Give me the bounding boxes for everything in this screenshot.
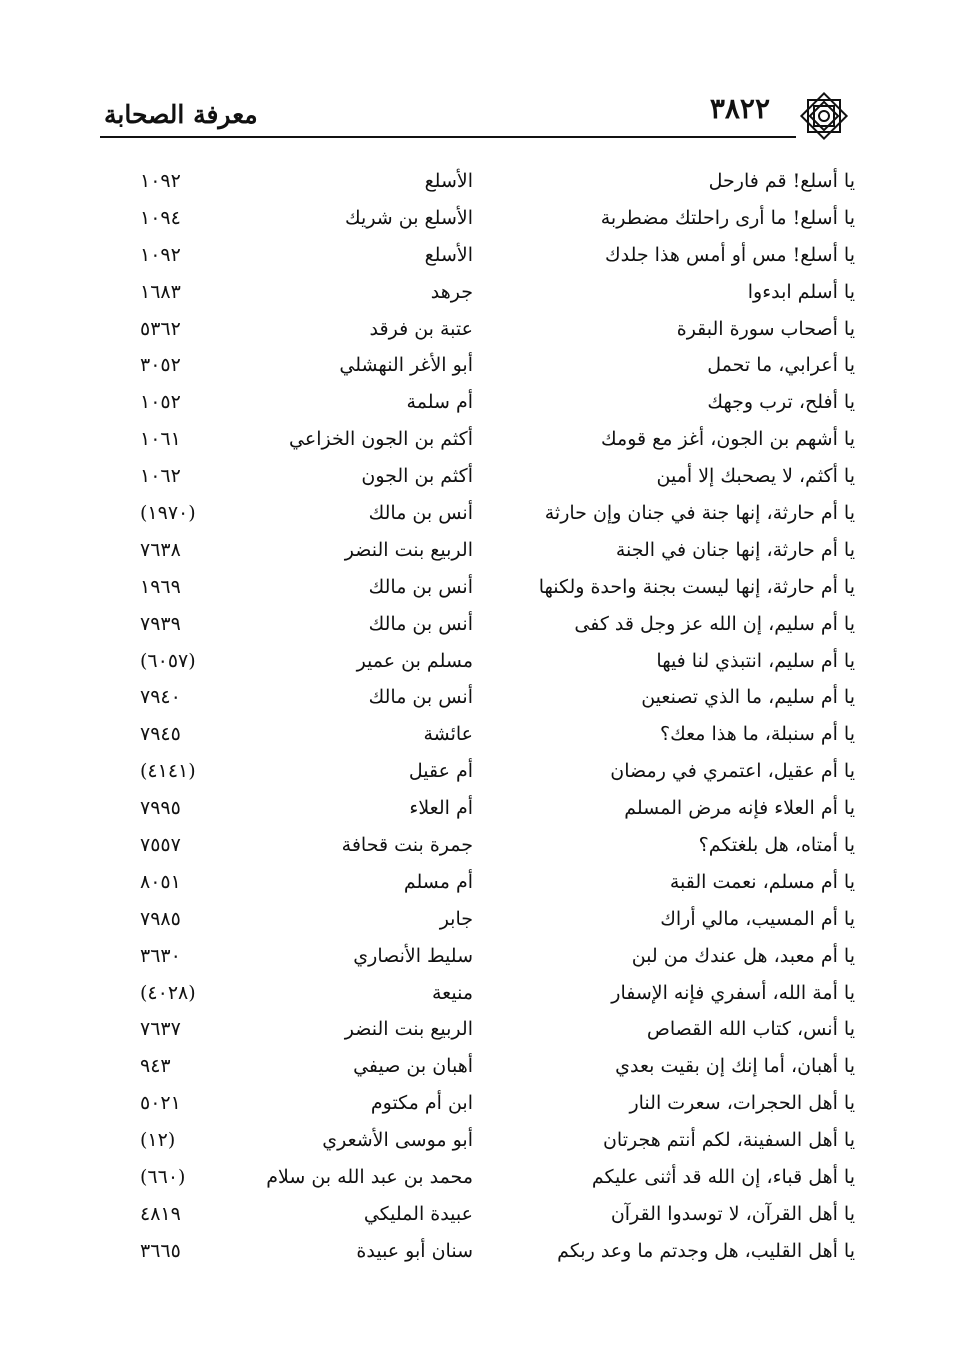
page-number: ٣٨٢٢ xyxy=(709,92,770,125)
hadith-phrase: يا أهل قباء، إن الله قد أثنى عليكم xyxy=(591,1166,855,1189)
index-entry xyxy=(100,906,855,943)
narrator-name: أم مسلم xyxy=(403,870,473,893)
narrator-name: أكثم بن الجون الخزاعي xyxy=(289,428,473,451)
reference-number: (٦٦٠) xyxy=(140,1166,186,1189)
index-entry xyxy=(100,316,855,353)
reference-number: ٧٩٣٩ xyxy=(140,612,181,635)
index-entry xyxy=(100,1201,855,1238)
index-entry xyxy=(100,389,855,426)
reference-number: (٤٠٢٨) xyxy=(140,981,196,1004)
narrator-name: أم سلمة xyxy=(406,391,473,414)
header-divider xyxy=(100,136,796,138)
index-entry xyxy=(100,1016,855,1053)
reference-number: ٩٤٣ xyxy=(140,1055,171,1078)
narrator-name: سليط الأنصاري xyxy=(353,944,473,967)
reference-number: (١٢) xyxy=(140,1129,176,1152)
hadith-phrase: يا أم حارثة، إنها جنان في الجنة xyxy=(615,538,855,561)
narrator-name: محمد بن عبد الله بن سلام xyxy=(266,1166,473,1189)
hadith-phrase: يا أسلع! قم فارحل xyxy=(708,170,855,192)
index-entry xyxy=(100,1090,855,1127)
hadith-phrase: يا أنس، كتاب الله القصاص xyxy=(646,1018,855,1041)
reference-number: ٧٩٤٥ xyxy=(140,723,181,746)
narrator-name: أبو الأغر النهشلي xyxy=(339,354,473,377)
index-entry xyxy=(100,1164,855,1201)
narrator-name: مسلم بن عمير xyxy=(356,649,473,672)
reference-number: ١٠٦١ xyxy=(140,428,181,451)
index-entry xyxy=(100,537,855,574)
index-entry xyxy=(100,611,855,648)
hadith-phrase: يا أم المسيب، مالي أراك xyxy=(660,907,855,930)
reference-number: ١٠٩٢ xyxy=(140,170,181,192)
reference-number: ٥٣٦٢ xyxy=(140,317,181,340)
index-list xyxy=(100,168,855,1275)
reference-number: ٧٦٣٧ xyxy=(140,1018,181,1041)
hadith-phrase: يا أشهم بن الجون، أغز مع قومك xyxy=(601,428,855,451)
narrator-name: أبو موسى الأشعري xyxy=(322,1129,473,1152)
reference-number: ٥٠٢١ xyxy=(140,1092,181,1115)
reference-number: ١٠٩٤ xyxy=(140,206,181,229)
narrator-name: عبيدة المليكي xyxy=(363,1202,473,1225)
hadith-phrase: يا أعرابي، ما تحمل xyxy=(707,354,855,377)
hadith-phrase: يا أم سليم، إن الله عز وجل قد كفى xyxy=(574,612,855,635)
hadith-phrase: يا أم سليم، انتبذي لنا فيها xyxy=(656,649,855,672)
narrator-name: سنان أبو عبيدة xyxy=(356,1239,473,1262)
reference-number: (١٩٧٠) xyxy=(140,502,196,525)
hadith-phrase: يا أهل السفينة، لكم أنتم هجرتان xyxy=(602,1129,855,1152)
reference-number: ٤٨١٩ xyxy=(140,1202,181,1225)
index-entry xyxy=(100,758,855,795)
narrator-name: أكثم بن الجون xyxy=(361,465,473,488)
reference-number: ٧٦٣٨ xyxy=(140,538,181,561)
hadith-phrase: يا أم العلاء فإنه مرض المسلم xyxy=(624,797,855,820)
reference-number: ٣٦٣٠ xyxy=(140,944,181,967)
hadith-phrase: يا أم مسلم، نعمت القبة xyxy=(669,870,855,893)
hadith-phrase: يا أهل القرآن، لا توسدوا القرآن xyxy=(610,1202,855,1225)
narrator-name: جمرة بنت قحافة xyxy=(341,834,473,857)
reference-number: (٦٠٥٧) xyxy=(140,649,196,672)
reference-number: ٧٩٨٥ xyxy=(140,907,181,930)
narrator-name: الأسلع xyxy=(424,170,473,192)
narrator-name: أهبان بن صيفي xyxy=(353,1055,473,1078)
narrator-name: أنس بن مالك xyxy=(368,612,473,635)
index-entry xyxy=(100,168,855,205)
index-entry xyxy=(100,574,855,611)
hadith-phrase: يا أمة الله، أسفري فإنه الإسفار xyxy=(611,981,855,1004)
page-header xyxy=(100,92,866,140)
hadith-phrase: يا أم حارثة، إنها جنة في جنان وإن حارثة xyxy=(544,502,855,525)
index-entry xyxy=(100,721,855,758)
reference-number: ١٦٨٣ xyxy=(140,280,181,303)
narrator-name: الربيع بنت النضر xyxy=(344,1018,473,1041)
reference-number: (٤١٤١) xyxy=(140,760,196,783)
reference-number: ١٩٦٩ xyxy=(140,575,181,598)
narrator-name: أنس بن مالك xyxy=(368,686,473,709)
index-entry xyxy=(100,980,855,1017)
index-entry xyxy=(100,832,855,869)
narrator-name: جابر xyxy=(439,907,473,930)
narrator-name: عتبة بن فرقد xyxy=(369,317,473,340)
hadith-phrase: يا أم معبد، هل عندك من لبن xyxy=(631,944,855,967)
narrator-name: ابن أم مكتوم xyxy=(370,1092,473,1115)
reference-number: ٧٩٩٥ xyxy=(140,797,181,820)
hadith-phrase: يا أسلم ابدءوا xyxy=(747,280,855,303)
index-entry xyxy=(100,648,855,685)
narrator-name: أم العلاء xyxy=(409,797,473,820)
index-entry xyxy=(100,426,855,463)
index-entry xyxy=(100,869,855,906)
reference-number: ١٠٩٢ xyxy=(140,243,181,266)
hadith-phrase: يا أسلع! ما أرى راحلتك مضطربة xyxy=(600,206,855,229)
reference-number: ٣٦٦٥ xyxy=(140,1239,181,1262)
hadith-phrase: يا أمتاه، هل بلغتكم؟ xyxy=(698,834,855,857)
index-entry xyxy=(100,500,855,537)
reference-number: ١٠٥٢ xyxy=(140,391,181,414)
hadith-phrase: يا أم سليم، ما الذي تصنعين xyxy=(641,686,855,709)
book-title: معرفة الصحابة xyxy=(104,100,258,129)
hadith-phrase: يا أفلح، ترب وجهك xyxy=(707,391,855,414)
index-entry xyxy=(100,1127,855,1164)
index-entry xyxy=(100,352,855,389)
hadith-phrase: يا أهل الحجرات، سعرت النار xyxy=(629,1092,855,1115)
hadith-phrase: يا أهل القليب، هل وجدتم ما وعد ربكم xyxy=(557,1239,855,1262)
reference-number: ٨٠٥١ xyxy=(140,870,181,893)
index-entry xyxy=(100,1053,855,1090)
hadith-phrase: يا أم حارثة، إنها ليست بجنة واحدة ولكنها xyxy=(538,575,855,598)
narrator-name: الأسلع بن شريك xyxy=(345,206,473,229)
index-entry xyxy=(100,684,855,721)
narrator-name: جرهد xyxy=(430,280,473,303)
narrator-name: أنس بن مالك xyxy=(368,575,473,598)
reference-number: ٣٠٥٢ xyxy=(140,354,181,377)
narrator-name: الأسلع xyxy=(424,243,473,266)
reference-number: ٧٥٥٧ xyxy=(140,834,181,857)
hadith-phrase: يا أسلع! مس أو أمس هذا جلدك xyxy=(604,243,855,266)
narrator-name: أم عقيل xyxy=(408,760,473,783)
star-ornament-icon xyxy=(796,88,852,144)
narrator-name: الربيع بنت النضر xyxy=(344,538,473,561)
hadith-phrase: يا أم سنبلة، ما هذا معك؟ xyxy=(660,723,855,746)
index-entry xyxy=(100,463,855,500)
hadith-phrase: يا أهبان، أما إنك إن بقيت بعدي xyxy=(615,1055,855,1078)
narrator-name: أنس بن مالك xyxy=(368,502,473,525)
index-entry xyxy=(100,943,855,980)
narrator-name: منيعة xyxy=(432,981,473,1004)
hadith-phrase: يا أصحاب سورة البقرة xyxy=(676,317,855,340)
hadith-phrase: يا أكثم، لا يصحبك إلا أمين xyxy=(656,465,855,488)
reference-number: ١٠٦٢ xyxy=(140,465,181,488)
index-entry xyxy=(100,242,855,279)
index-entry xyxy=(100,279,855,316)
index-entry xyxy=(100,795,855,832)
index-entry xyxy=(100,205,855,242)
reference-number: ٧٩٤٠ xyxy=(140,686,181,709)
narrator-name: عائشة xyxy=(423,723,473,746)
hadith-phrase: يا أم عقيل، اعتمري في رمضان xyxy=(610,760,855,783)
index-entry xyxy=(100,1238,855,1275)
